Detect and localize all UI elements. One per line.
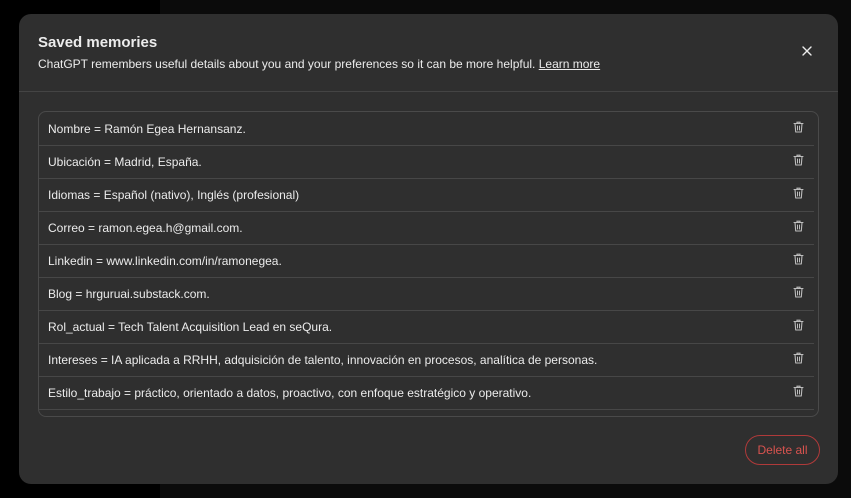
memory-text: Correo = ramon.egea.h@gmail.com. xyxy=(48,221,243,235)
memory-row xyxy=(39,244,814,278)
modal-subtitle-text: ChatGPT remembers useful details about you and your preferences so it can be more helpful. xyxy=(38,57,536,71)
trash-icon xyxy=(793,285,804,303)
delete-memory-button[interactable] xyxy=(790,253,806,269)
memory-text: Blog = hrguruai.substack.com. xyxy=(48,287,210,301)
close-icon xyxy=(802,43,812,61)
trash-icon xyxy=(793,384,804,402)
memory-row xyxy=(39,211,814,245)
learn-more-link[interactable]: Learn more xyxy=(538,57,601,71)
memory-text: Ubicación = Madrid, España. xyxy=(48,155,202,169)
delete-memory-button[interactable] xyxy=(790,154,806,170)
memory-text: Estilo_trabajo = práctico, orientado a datos, proactivo, con enfoque estratégico y operativo. xyxy=(48,386,532,400)
trash-icon xyxy=(793,351,804,369)
memory-list xyxy=(38,111,819,417)
trash-icon xyxy=(793,186,804,204)
memory-text: Linkedin = www.linkedin.com/in/ramonegea. xyxy=(48,254,282,268)
trash-icon xyxy=(793,153,804,171)
modal-title: Saved memories xyxy=(38,34,158,51)
delete-all-button[interactable]: Delete all xyxy=(745,435,820,465)
memory-row xyxy=(39,178,814,212)
delete-memory-button[interactable] xyxy=(790,220,806,236)
modal-subtitle xyxy=(38,57,600,71)
delete-memory-button[interactable] xyxy=(790,385,806,401)
memory-text: Idiomas = Español (nativo), Inglés (profesional) xyxy=(48,188,300,202)
delete-memory-button[interactable] xyxy=(790,286,806,302)
delete-memory-button[interactable] xyxy=(790,187,806,203)
trash-icon xyxy=(793,219,804,237)
memory-text: Nombre = Ramón Egea Hernansanz. xyxy=(48,122,246,136)
trash-icon xyxy=(793,252,804,270)
saved-memories-modal xyxy=(19,14,838,484)
memory-row xyxy=(39,277,814,311)
memory-text: Intereses = IA aplicada a RRHH, adquisición de talento, innovación en procesos, analítica de personas. xyxy=(48,353,598,367)
memory-row xyxy=(39,310,814,344)
delete-memory-button[interactable] xyxy=(790,121,806,137)
delete-memory-button[interactable] xyxy=(790,319,806,335)
modal-header xyxy=(19,14,838,92)
delete-memory-button[interactable] xyxy=(790,352,806,368)
trash-icon xyxy=(793,318,804,336)
trash-icon xyxy=(793,120,804,138)
memory-text: Rol_actual = Tech Talent Acquisition Lead en seQura. xyxy=(48,320,333,334)
memory-row xyxy=(39,376,814,410)
close-button[interactable] xyxy=(797,42,817,62)
memory-row xyxy=(39,112,814,146)
memory-row xyxy=(39,145,814,179)
memory-row xyxy=(39,343,814,377)
